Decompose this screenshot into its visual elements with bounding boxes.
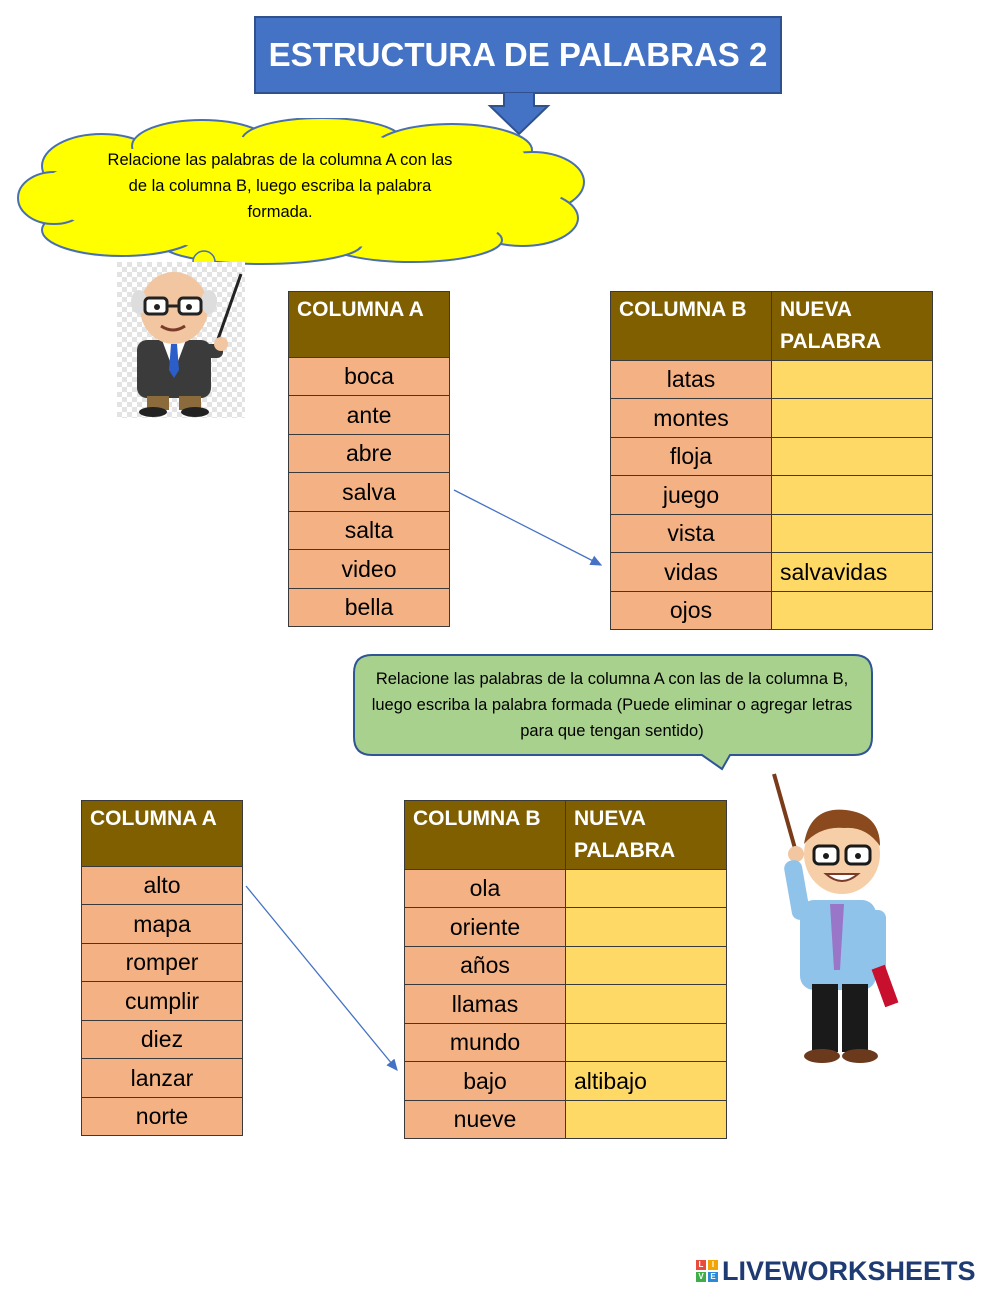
column-a-word[interactable]: video bbox=[289, 550, 450, 589]
new-word-header: NUEVA PALABRA bbox=[772, 292, 933, 361]
column-a-word[interactable]: lanzar bbox=[82, 1059, 243, 1098]
instruction-text-2: Relacione las palabras de la columna A con las de la columna B, luego escriba la palabra formada (Puede eliminar o agregar letras para que tengan sentido) bbox=[371, 670, 853, 740]
new-word-cell[interactable] bbox=[772, 592, 933, 630]
column-a-word[interactable]: boca bbox=[289, 358, 450, 396]
column-b-word[interactable]: floja bbox=[611, 438, 772, 476]
column-b-word[interactable]: llamas bbox=[405, 985, 566, 1024]
column-b-word[interactable]: juego bbox=[611, 476, 772, 515]
connector-alto-bajo bbox=[246, 886, 397, 1070]
brand-text: LIVEWORKSHEETS bbox=[722, 1255, 976, 1286]
teacher-illustration-2 bbox=[770, 770, 900, 1070]
column-b-word[interactable]: oriente bbox=[405, 908, 566, 947]
column-a-table-2 bbox=[81, 800, 243, 1136]
column-a-word[interactable]: salta bbox=[289, 512, 450, 550]
column-b-table-2 bbox=[404, 800, 727, 1139]
new-word-cell[interactable] bbox=[772, 438, 933, 476]
new-word-cell[interactable] bbox=[772, 361, 933, 399]
connector-salva-vidas bbox=[454, 490, 601, 565]
column-b-word[interactable]: años bbox=[405, 947, 566, 985]
column-b-word[interactable]: nueve bbox=[405, 1101, 566, 1139]
new-word-cell[interactable] bbox=[566, 985, 727, 1024]
column-a-word[interactable]: abre bbox=[289, 435, 450, 473]
column-b-header: COLUMNA B bbox=[405, 801, 566, 870]
brand-mark-icon: L I V E bbox=[696, 1260, 718, 1282]
column-a-word[interactable]: romper bbox=[82, 944, 243, 982]
new-word-cell[interactable] bbox=[566, 870, 727, 908]
new-word-cell[interactable] bbox=[566, 908, 727, 947]
column-b-header: COLUMNA B bbox=[611, 292, 772, 361]
column-a-word[interactable]: alto bbox=[82, 867, 243, 905]
professor-illustration-1 bbox=[117, 262, 245, 418]
column-a-word[interactable]: ante bbox=[289, 396, 450, 435]
new-word-header: NUEVA PALABRA bbox=[566, 801, 727, 870]
column-b-word[interactable]: mundo bbox=[405, 1024, 566, 1062]
new-word-cell[interactable] bbox=[772, 476, 933, 515]
column-b-word[interactable]: vista bbox=[611, 515, 772, 553]
instruction-text-1: Relacione las palabras de la columna A con las de la columna B, luego escriba la palabra formada. bbox=[107, 151, 453, 221]
column-a-word[interactable]: diez bbox=[82, 1021, 243, 1059]
new-word-cell[interactable] bbox=[772, 515, 933, 553]
page-title: ESTRUCTURA DE PALABRAS 2 bbox=[254, 16, 782, 94]
new-word-cell[interactable]: altibajo bbox=[566, 1062, 727, 1101]
new-word-cell[interactable] bbox=[772, 399, 933, 438]
column-a-word[interactable]: mapa bbox=[82, 905, 243, 944]
column-a-word[interactable]: cumplir bbox=[82, 982, 243, 1021]
column-b-word[interactable]: montes bbox=[611, 399, 772, 438]
liveworksheets-logo bbox=[696, 1254, 976, 1288]
column-a-word[interactable]: norte bbox=[82, 1098, 243, 1136]
column-a-word[interactable]: salva bbox=[289, 473, 450, 512]
new-word-cell[interactable]: salvavidas bbox=[772, 553, 933, 592]
column-a-table-1 bbox=[288, 291, 450, 627]
column-a-word[interactable]: bella bbox=[289, 589, 450, 627]
column-a-header: COLUMNA A bbox=[289, 292, 450, 358]
column-b-table-1 bbox=[610, 291, 933, 630]
column-b-word[interactable]: vidas bbox=[611, 553, 772, 592]
new-word-cell[interactable] bbox=[566, 1101, 727, 1139]
new-word-cell[interactable] bbox=[566, 947, 727, 985]
new-word-cell[interactable] bbox=[566, 1024, 727, 1062]
column-b-word[interactable]: bajo bbox=[405, 1062, 566, 1101]
column-a-header: COLUMNA A bbox=[82, 801, 243, 867]
column-b-word[interactable]: ojos bbox=[611, 592, 772, 630]
column-b-word[interactable]: latas bbox=[611, 361, 772, 399]
column-b-word[interactable]: ola bbox=[405, 870, 566, 908]
